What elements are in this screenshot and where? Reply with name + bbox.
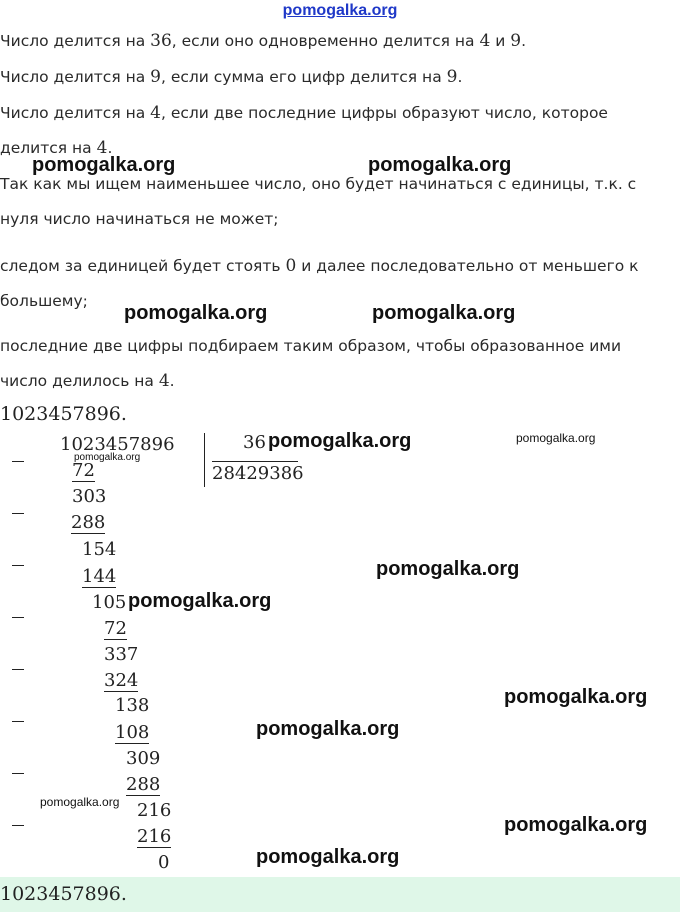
rule-text: Число делится на xyxy=(0,32,151,50)
math-number: 4 xyxy=(479,31,491,51)
division-step: 154 xyxy=(82,539,117,560)
watermark: pomogalka.org xyxy=(40,795,120,809)
answer-box: 1023457896. xyxy=(0,877,680,912)
math-number: 4 xyxy=(150,103,161,123)
watermark: pomogalka.org xyxy=(368,154,512,176)
math-number: 4 xyxy=(96,138,108,158)
minus-sign xyxy=(12,617,24,618)
watermark: pomogalka.org xyxy=(74,452,141,463)
divisor: 36 xyxy=(243,432,266,453)
minus-sign xyxy=(12,825,24,826)
watermark: pomogalka.org xyxy=(124,302,268,324)
reasoning-text: число делилось на xyxy=(0,372,159,390)
rule-text: . xyxy=(457,68,463,86)
division-step: 216 xyxy=(137,800,172,821)
rule-text: , если две последние цифры образуют число, которое xyxy=(160,104,608,122)
minus-sign xyxy=(12,565,24,566)
minus-sign xyxy=(12,513,24,514)
minus-sign xyxy=(12,669,24,670)
rule-divisible-36 xyxy=(0,24,672,59)
watermark: pomogalka.org xyxy=(32,154,176,176)
division-step: 144 xyxy=(82,566,117,587)
division-step: 72 xyxy=(104,618,127,639)
watermark: pomogalka.org xyxy=(504,814,648,836)
header-site-link[interactable]: pomogalka.org xyxy=(282,2,398,19)
reasoning-text: большему; xyxy=(0,292,88,310)
rule-text: , если сумма его цифр делится на xyxy=(160,68,447,86)
rule-text: . xyxy=(107,139,113,157)
result-number: 1023457896. xyxy=(0,403,127,425)
math-number: 36 xyxy=(150,31,172,51)
division-step: 288 xyxy=(71,512,106,533)
reasoning-text: и далее последовательно от меньшего к xyxy=(296,257,639,275)
division-step: 105 xyxy=(92,592,127,613)
math-number: 9 xyxy=(510,31,522,51)
reasoning-text: следом за единицей будет стоять xyxy=(0,257,286,275)
watermark: pomogalka.org xyxy=(372,302,516,324)
math-number: 9 xyxy=(150,67,161,87)
quotient-line xyxy=(212,461,298,462)
reasoning-start-one xyxy=(0,167,672,237)
division-step: 0 xyxy=(158,852,170,873)
rule-text: и xyxy=(490,32,511,50)
rule-text: Число делится на xyxy=(0,68,151,86)
watermark: pomogalka.org xyxy=(376,558,520,580)
watermark: pomogalka.org xyxy=(268,430,412,452)
math-number: 9 xyxy=(446,67,458,87)
rule-text: делится на xyxy=(0,139,97,157)
rule-text: , если оно одновременно делится на xyxy=(171,32,480,50)
rule-divisible-9 xyxy=(0,60,672,95)
division-step: 324 xyxy=(104,670,139,691)
reasoning-last-digits xyxy=(0,329,672,399)
reasoning-text: последние две цифры подбираем таким образом, чтобы образованное ими xyxy=(0,337,622,355)
reasoning-text: Так как мы ищем наименьшее число, оно будет начинаться с единицы, т.к. с xyxy=(0,175,637,193)
division-step: 337 xyxy=(104,644,139,665)
division-step: 288 xyxy=(126,774,161,795)
division-step: 138 xyxy=(115,695,150,716)
reasoning-text: нуля число начинаться не может; xyxy=(0,210,279,228)
division-step: 303 xyxy=(72,486,107,507)
quotient: 28429386 xyxy=(212,463,304,484)
watermark: pomogalka.org xyxy=(256,846,400,868)
minus-sign xyxy=(12,721,24,722)
watermark: pomogalka.org xyxy=(256,718,400,740)
division-step: 309 xyxy=(126,748,161,769)
division-step: 72 xyxy=(72,460,95,481)
minus-sign xyxy=(12,773,24,774)
dividend: 1023457896 xyxy=(60,434,175,455)
watermark: pomogalka.org xyxy=(504,686,648,708)
math-number: 0 xyxy=(285,256,297,276)
watermark: pomogalka.org xyxy=(516,431,596,445)
division-step: 216 xyxy=(137,826,172,847)
reasoning-next-zero xyxy=(0,249,672,319)
division-step: 108 xyxy=(115,722,150,743)
math-number: 4 xyxy=(158,371,170,391)
watermark: pomogalka.org xyxy=(128,590,272,612)
minus-sign xyxy=(12,461,24,462)
division-bracket xyxy=(204,433,205,487)
reasoning-text: . xyxy=(169,372,175,390)
rule-text: . xyxy=(521,32,526,50)
rule-text: Число делится на xyxy=(0,104,151,122)
